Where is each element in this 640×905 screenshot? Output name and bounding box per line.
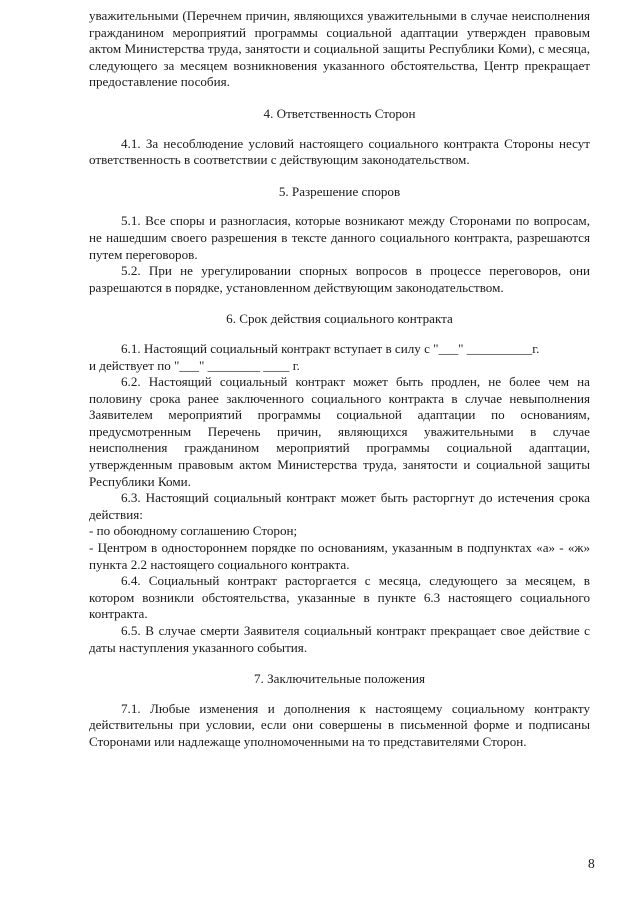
section-5-heading: 5. Разрешение споров <box>278 183 401 199</box>
section-4-paragraph-1: 4.1. За несоблюдение условий настоящего социального контракта Стороны несут ответственность в соответствии с действующим законодательством. <box>89 135 590 168</box>
section-7-paragraph-1: 7.1. Любые изменения и дополнения к настоящему социальному контракту действительны при условии, если они совершены в письменной форме и подписаны Сторонами или надлежаще уполномоченными на то представителями Сторон. <box>89 700 590 749</box>
section-7-heading: 7. Заключительные положения <box>253 671 426 687</box>
page-number: 8 <box>588 856 595 871</box>
section-5-paragraph-2: 5.2. При не урегулировании спорных вопросов в процессе переговоров, они разрешаются в порядке, установленном действующим законодательством. <box>89 263 590 295</box>
section-6-paragraph-4: 6.4. Социальный контракт расторгается с месяца, следующего за месяцем, в котором возникли обстоятельства, указанные в пункте 6.3 настоящего социального контракта. <box>89 573 590 622</box>
section-6-paragraph-1-line-1: 6.1. Настоящий социальный контракт вступает в силу с "___" __________г. <box>121 340 540 356</box>
document-page <box>89 8 590 751</box>
section-6-paragraph-1-line-2: и действует по "___" ________ ____ г. <box>89 357 300 373</box>
section-6-paragraph-2: 6.2. Настоящий социальный контракт может быть продлен, не более чем на половину срока ранее заключенного социального контракта в случае невыполнения Заявителем мероприятий программы социальной адаптации по основаниям, предусмотренным Перечень причин, являющихся уважительными в случае неисполнения гражданином мероприятий программы социальной адаптации, утвержденным правовым актом Министерства труда, занятости и социальной защиты Республики Коми. <box>89 374 590 489</box>
section-4-heading: 4. Ответственность Сторон <box>263 105 416 121</box>
section-6-list-item-2: - Центром в одностороннем порядке по основаниям, указанным в подпунктах «а» - «ж» пункта 2.2 настоящего социального контракта. <box>89 540 590 572</box>
section-6-paragraph-5: 6.5. В случае смерти Заявителя социальный контракт прекращает свое действие с даты наступления указанного события. <box>89 623 590 655</box>
section-6-heading: 6. Срок действия социального контракта <box>226 311 453 327</box>
section-5-paragraph-1: 5.1. Все споры и разногласия, которые возникают между Сторонами по вопросам, не нашедшим своего разрешения в тексте данного социального контракта, разрешаются путем переговоров. <box>89 213 590 262</box>
section-6-paragraph-3: 6.3. Настоящий социальный контракт может быть расторгнут до истечения срока действия: <box>89 490 590 522</box>
intro-paragraph: уважительными (Перечнем причин, являющихся уважительными в случае неисполнения гражданином мероприятий программы социальной адаптации утвержден правовым актом Министерства труда, занятости и социальной защиты Республики Коми), с месяца, следующего за месяцем возникновения указанного обстоятельства, Центр прекращает предоставление пособия. <box>89 8 590 90</box>
section-6-list-item-1: - по обоюдному соглашению Сторон; <box>89 523 298 539</box>
